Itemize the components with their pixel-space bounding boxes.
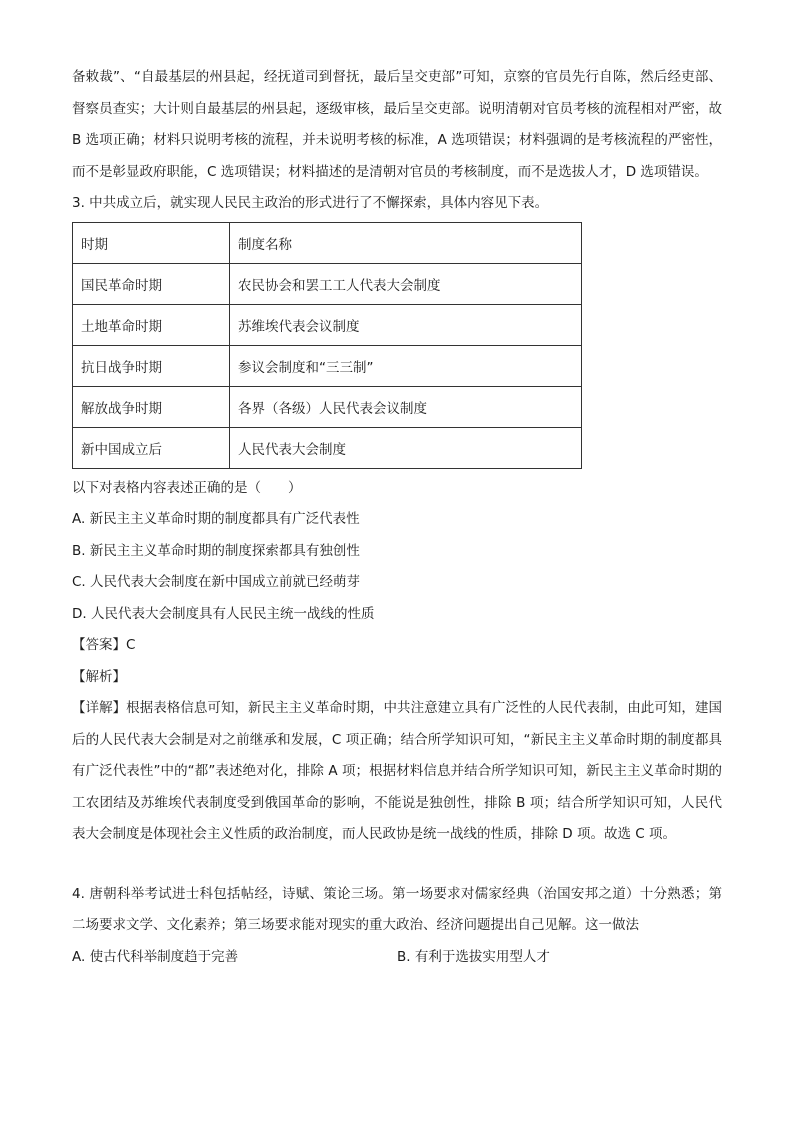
answer-value: C bbox=[126, 637, 136, 653]
table-cell-period: 新中国成立后 bbox=[73, 427, 230, 468]
detail-tag: 【详解】 bbox=[72, 700, 127, 716]
table-header-system: 制度名称 bbox=[230, 222, 582, 263]
table-cell-period: 抗日战争时期 bbox=[73, 345, 230, 386]
table-row bbox=[73, 427, 582, 468]
question-4-options bbox=[72, 942, 722, 974]
question-3-option-b: B. 新民主主义革命时期的制度探索都具有独创性 bbox=[72, 542, 360, 559]
question-4-stem: 4. 唐朝科举考试进士科包括帖经，诗赋、策论三场。第一场要求对儒家经典（治国安邦之道）十分熟悉；第二场要求文学、文化素养；第三场要求能对现实的重大政治、经济问题提出自己见解。这一做法 bbox=[72, 885, 722, 933]
question-4-option-a: A. 使古代科举制度趋于完善 bbox=[72, 948, 239, 965]
question-3-prompt: 以下对表格内容表述正确的是（ ） bbox=[72, 479, 302, 496]
question-4-option-b: B. 有利于选拔实用型人才 bbox=[397, 948, 550, 965]
table-cell-period: 土地革命时期 bbox=[73, 304, 230, 345]
answer-tag: 【答案】 bbox=[72, 637, 126, 653]
table-header-period: 时期 bbox=[73, 222, 230, 263]
table-cell-system: 农民协会和罢工工人代表大会制度 bbox=[230, 263, 582, 304]
table-row bbox=[73, 263, 582, 304]
table-cell-system: 人民代表大会制度 bbox=[230, 427, 582, 468]
table-row bbox=[73, 386, 582, 427]
table-row bbox=[73, 304, 582, 345]
table-row bbox=[73, 345, 582, 386]
table-cell-system: 参议会制度和“三三制” bbox=[230, 345, 582, 386]
table-cell-period: 解放战争时期 bbox=[73, 386, 230, 427]
table-header-row bbox=[73, 222, 582, 263]
question-3-analysis-tag: 【解析】 bbox=[72, 668, 126, 685]
question-3-option-c: C. 人民代表大会制度在新中国成立前就已经萌芽 bbox=[72, 574, 361, 590]
table-cell-system: 苏维埃代表会议制度 bbox=[230, 304, 582, 345]
question-3-answer bbox=[72, 630, 722, 662]
previous-answer-explanation: 备敕裁”、“自最基层的州县起，经抚道司到督抚，最后呈交吏部”可知，京察的官员先行自陈，然后经吏部、督察员查实；大计则自最基层的州县起，逐级审核，最后呈交吏部。说明清朝对官员考核的流程相对严密，故 B 选项正确；材料只说明考核的流程，并未说明考核的标准，A 选项错误；材料强调的是考核流程的严密性，而不是彰显政府职能，C 选项错误；材料描述的是清朝对官员的考核制度，而不是选拔人才，D 选项错误。 bbox=[72, 69, 722, 180]
table-cell-period: 国民革命时期 bbox=[73, 263, 230, 304]
question-3-option-d: D. 人民代表大会制度具有人民民主统一战线的性质 bbox=[72, 605, 375, 622]
document-page bbox=[72, 62, 722, 973]
detail-text: 根据表格信息可知，新民主主义革命时期，中共注意建立具有广泛性的人民代表制，由此可知，建国后的人民代表大会制是对之前继承和发展，C 项正确；结合所学知识可知，“新民主主义革命时期的制度都具有广泛代表性”中的“都”表述绝对化，排除 A 项；根据材料信息并结合所学知识可知，新民主主义革命时期的工农团结及苏维埃代表制度受到俄国革命的影响，不能说是独创性，排除 B 项；结合所学知识可知，人民代表大会制度是体现社会主义性质的政治制度，而人民政协是统一战线的性质，排除 D 项。故选 C 项。 bbox=[72, 700, 723, 842]
table-cell-system: 各界（各级）人民代表会议制度 bbox=[230, 386, 582, 427]
question-3-option-a: A. 新民主主义革命时期的制度都具有广泛代表性 bbox=[72, 511, 360, 527]
question-3-detail bbox=[72, 693, 722, 851]
question-3-table bbox=[72, 222, 582, 469]
question-3-stem: 3. 中共成立后，就实现人民民主政治的形式进行了不懈探索，具体内容见下表。 bbox=[72, 195, 549, 211]
